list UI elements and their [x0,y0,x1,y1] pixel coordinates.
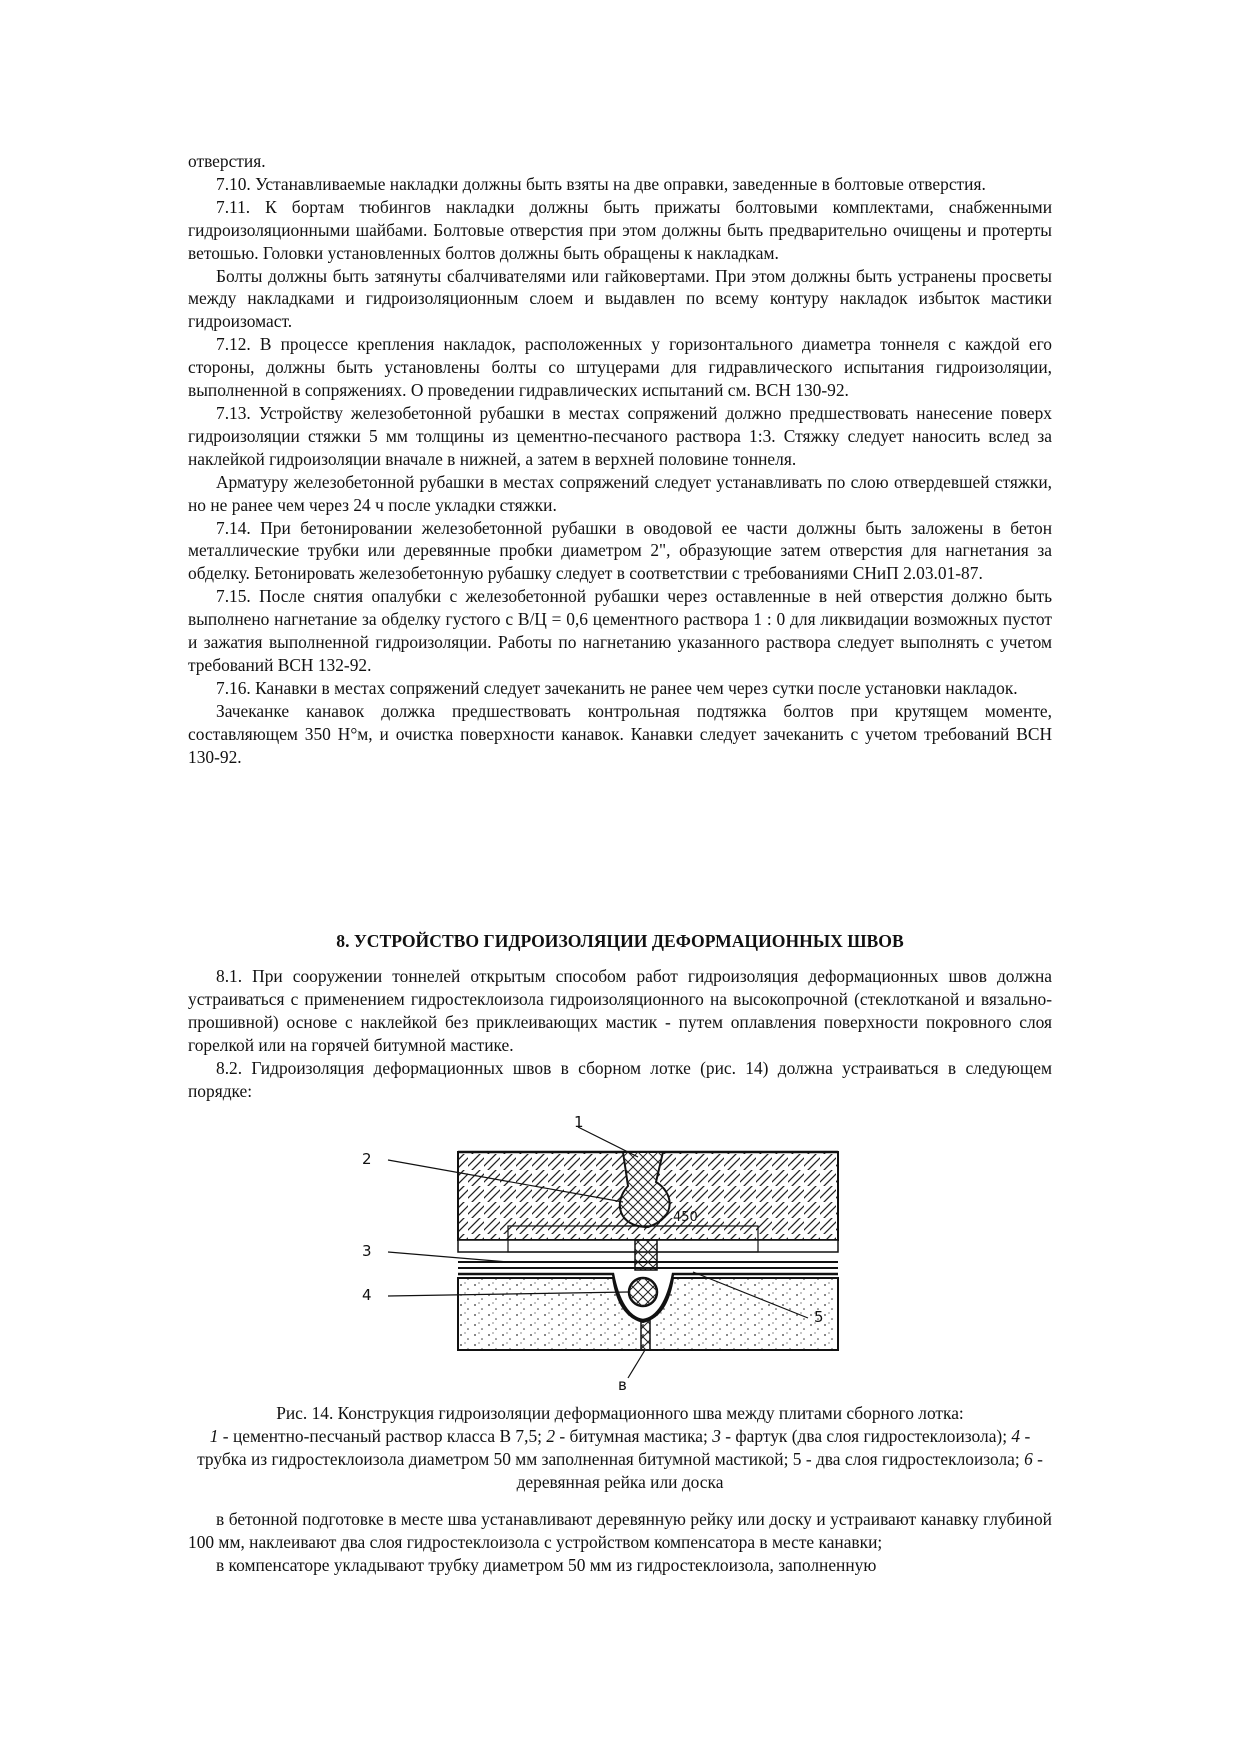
paragraph: Зачеканке канавок должка предшествовать контрольная подтяжка болтов при крутящем моменте, составляющем 350 Н°м, и очистка поверхности канавок. Канавки следует зачеканить с учетом требований ВСН 130-92. [188,700,1052,767]
caption-legend: 1 - цементно-песчаный раствор класса В 7,5; 2 - битумная мастика; 3 - фартук (два слоя гидростеклоизола); 4 - трубка из гидростеклоизола диаметром 50 мм заполненная битумной мастикой; 5 - два слоя гидростеклоизола; 6 - деревянная рейка или доска [197,1426,1043,1492]
section-heading: 8. УСТРОЙСТВО ГИДРОИЗОЛЯЦИИ ДЕФОРМАЦИОННЫХ ШВОВ [336,931,904,951]
paragraph: 7.15. После снятия опалубки с железобетонной рубашки через оставленные в ней отверстия должно быть выполнено нагнетание за обделку густого с В/Ц = 0,6 цементного раствора 1 : 0 для ликвидации возможных пустот и зажатия выполненной гидроизоляции. Работы по нагнетанию указанного раствора следует выполнять с учетом требований ВСН 132-92. [188,586,1052,675]
paragraph: 7.14. При бетонировании железобетонной рубашки в оводовой ее части должны быть заложены в бетон металлические трубки или деревянные пробки диаметром 2", образующие затем отверстия для нагнетания за обделку. Бетонировать железобетонную рубашку следует в соответствии с требованиями СНиП 2.03.01-87. [188,517,1052,584]
callout-5: 5 [814,1308,824,1326]
paragraph: Арматуру железобетонной рубашки в местах сопряжений следует устанавливать по слою отвердевшей стяжки, но не ранее чем через 24 ч после укладки стяжки. [188,471,1052,515]
paragraph: 8.1. При сооружении тоннелей открытым способом работ гидроизоляция деформационных швов должна устраиваться с применением гидростеклоизола гидроизоляционного на высокопрочной (стеклотканой и вязально-прошивной) основе с наклейкой без приклеивающих мастик - путем оплавления поверхности покровного слоя горелкой или на горячей битумной мастике. [188,966,1052,1055]
paragraph: отверстия. [188,151,266,171]
figure-14-deformation-joint [362,1113,858,1394]
callout-3: 3 [362,1242,372,1260]
paragraph: 8.2. Гидроизоляция деформационных швов в сборном лотке (рис. 14) должна устраиваться в следующем порядке: [188,1057,1052,1101]
callout-6: в [618,1376,627,1394]
text-block-bottom [188,1508,1052,1577]
paragraph: 7.10. Устанавливаемые накладки должны быть взяты на две оправки, заведенные в болтовые отверстия. [216,173,986,194]
paragraph: 7.11. К бортам тюбингов накладки должны быть прижаты болтовыми комплектами, снабженными гидроизоляционными шайбами. Болтовые отверстия при этом должны быть предварительно очищены и протерты ветошью. Головки установленных болтов должны быть обращены к накладкам. [188,196,1052,263]
figure-caption [188,1402,1052,1494]
paragraph: 7.12. В процессе крепления накладок, расположенных у горизонтального диаметра тоннеля с каждой его стороны, должны быть установлены болты со штуцерами для гидравлического испытания гидроизоляции, выполненной в сопряжениях. О проведении гидравлических испытаний см. ВСН 130-92. [188,334,1052,401]
dimension-label: 450 [673,1210,698,1225]
paragraph: в бетонной подготовке в месте шва устанавливают деревянную рейку или доску и устраивают канавку глубиной 100 мм, наклеивают два слоя гидростеклоизола с устройством компенсатора в месте канавки; [188,1509,1052,1552]
caption-title: Рис. 14. Конструкция гидроизоляции деформационного шва между плитами сборного лотка: [276,1403,964,1423]
paragraph: 7.16. Канавки в местах сопряжений следует зачеканить не ранее чем через сутки после установки накладок. [216,677,1018,698]
text-block-middle [188,965,1052,1102]
callout-1: 1 [574,1113,584,1131]
callout-4: 4 [362,1286,372,1304]
paragraph: в компенсаторе укладывают трубку диаметром 50 мм из гидростеклоизола, заполненную [216,1554,877,1575]
compensator-tube [629,1278,657,1306]
paragraph: 7.13. Устройству железобетонной рубашки в местах сопряжений должно предшествовать нанесение поверх гидроизоляции стяжки 5 мм толщины из цементно-песчаного раствора 1:3. Стяжку следует наносить вслед за наклейкой гидроизоляции вначале в нижней, а затем в верхней половине тоннеля. [188,402,1052,469]
text-block-top [188,150,1052,768]
callout-2: 2 [362,1150,372,1168]
paragraph: Болты должны быть затянуты сбалчивателями или гайковертами. При этом должны быть устранены просветы между накладками и гидроизоляционным слоем и выдавлен по всему контуру накладок избыток мастики гидроизомаст. [188,265,1052,332]
